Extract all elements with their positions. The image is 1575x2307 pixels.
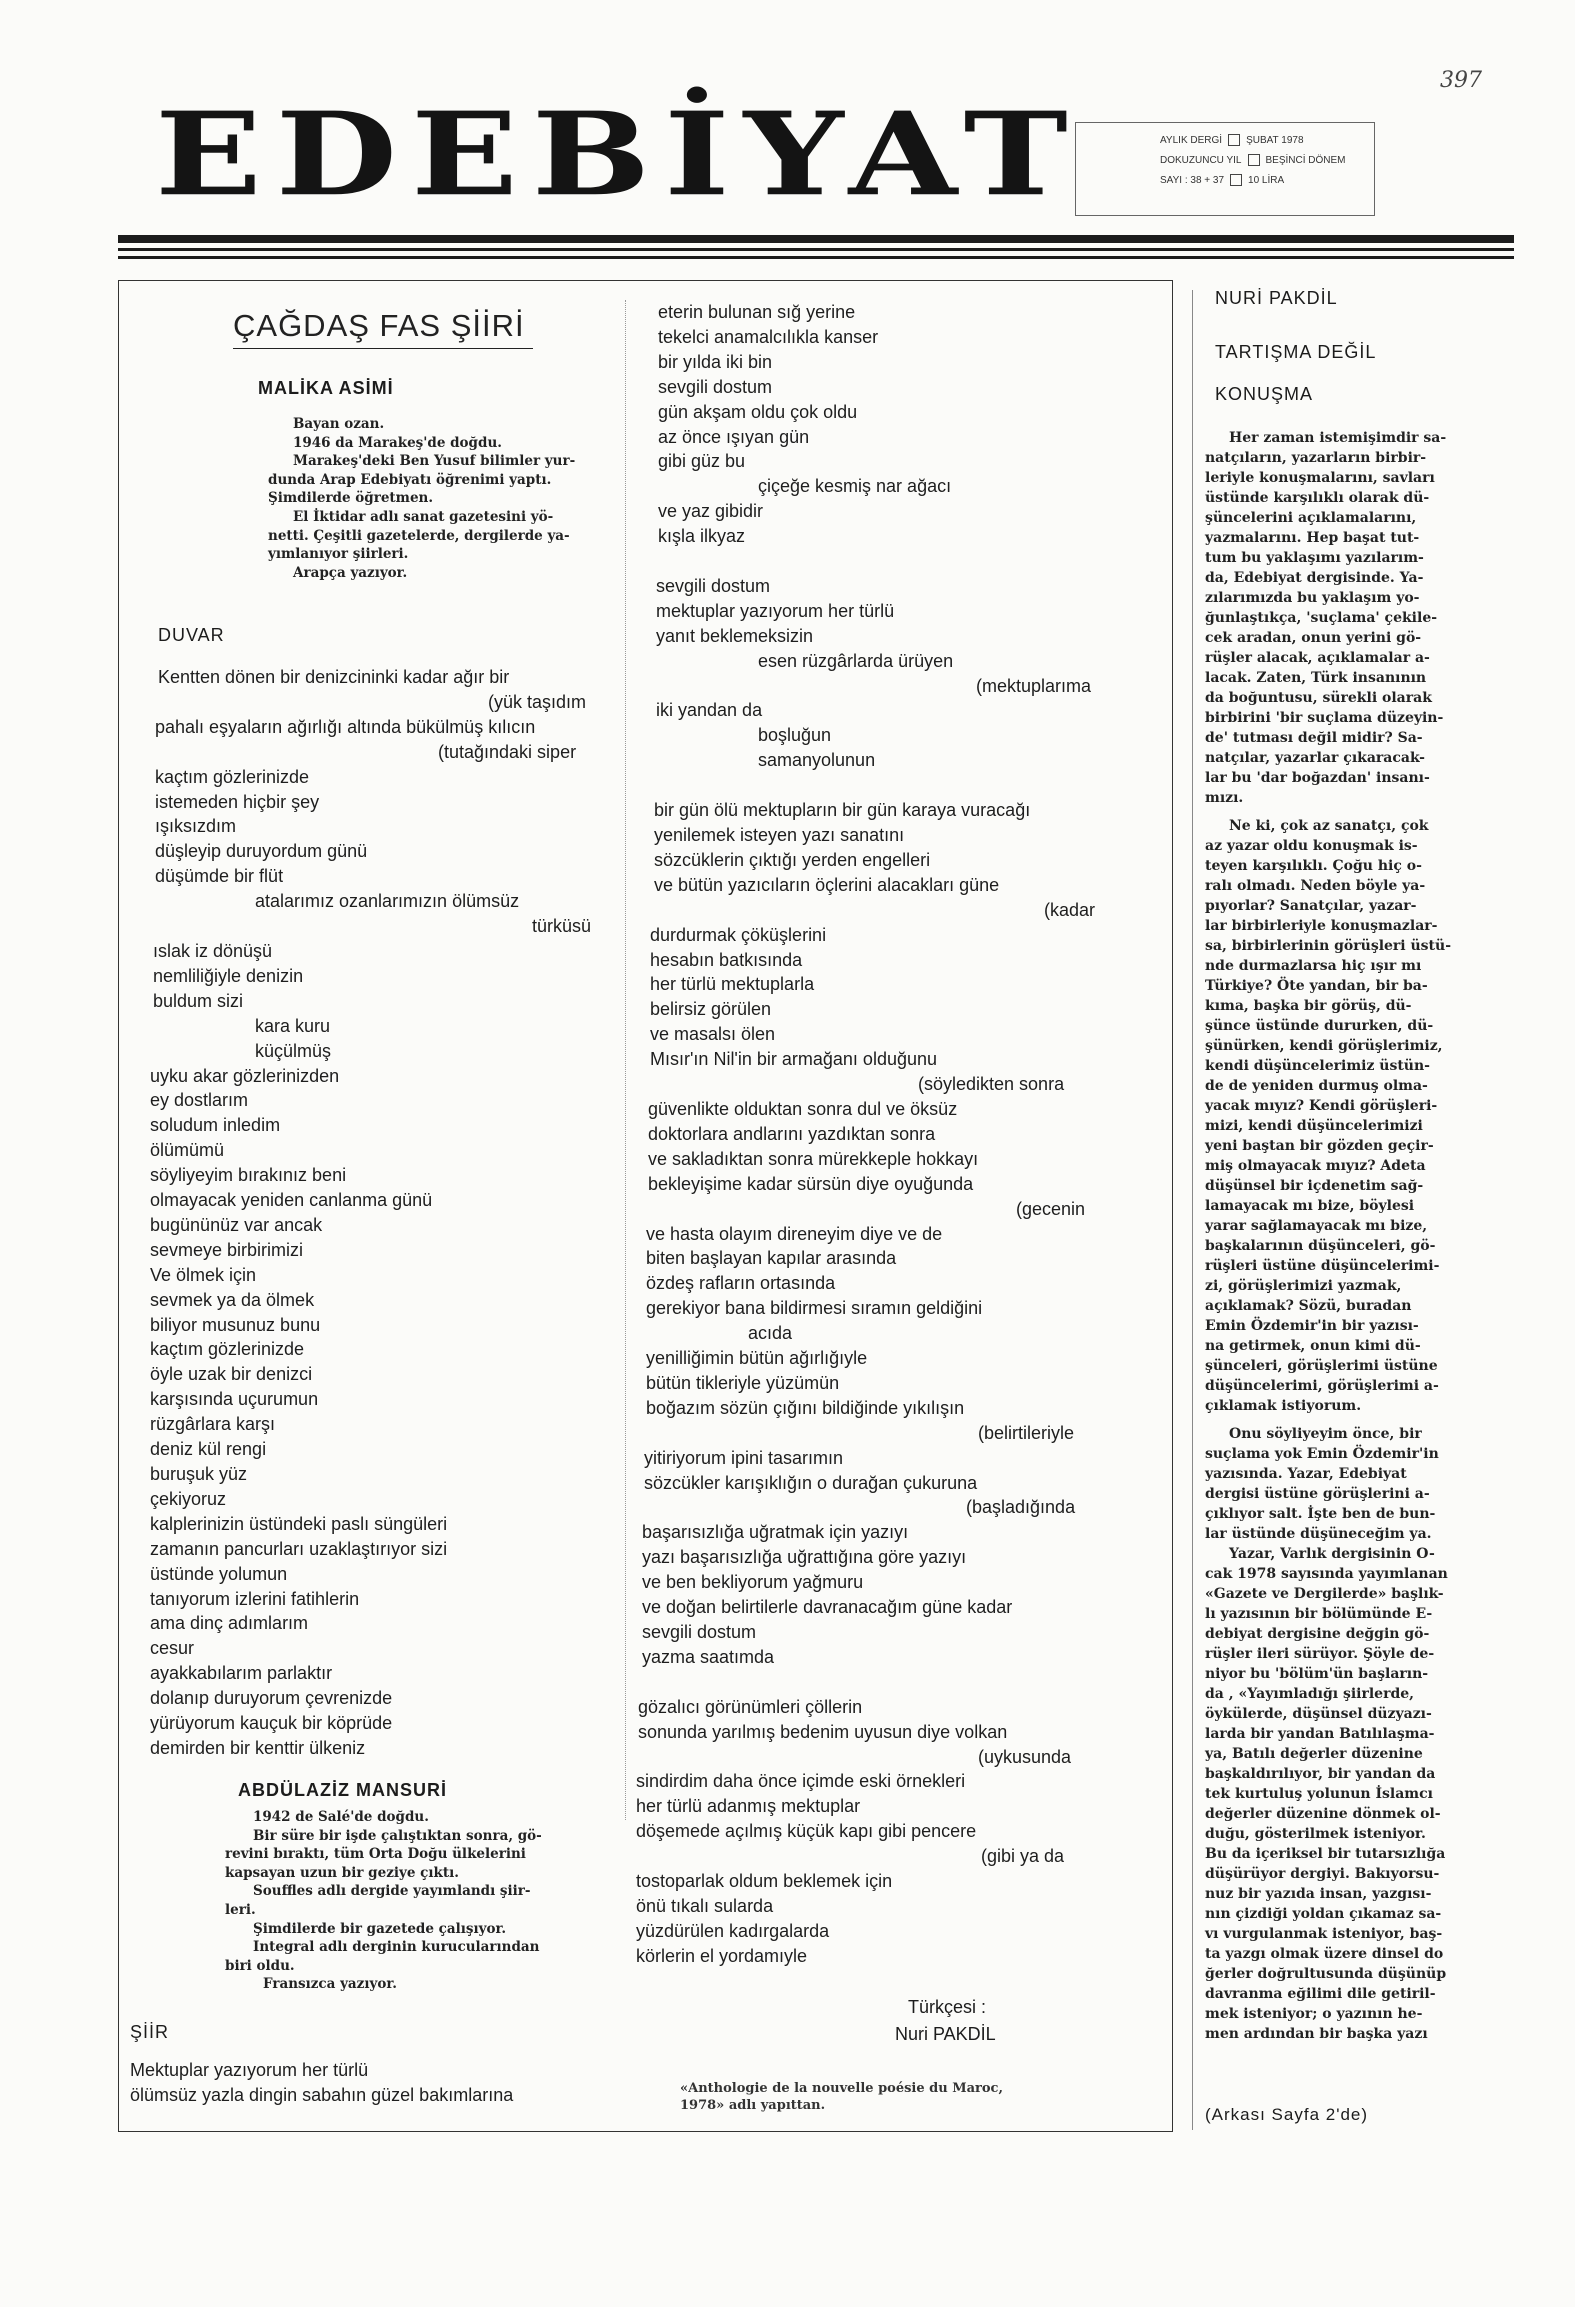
poem-line: (belirtileriyle bbox=[978, 1422, 1075, 1443]
poem-title: ŞİİR bbox=[130, 2022, 170, 2042]
poem-line: sevgili dostum bbox=[658, 376, 773, 397]
essay-line: niyor bu 'bölüm'ün başların- bbox=[1205, 1666, 1429, 1682]
poet-bio bbox=[268, 415, 608, 582]
poem-line: öyle uzak bir denizci bbox=[150, 1364, 313, 1385]
poem-line: türküsü bbox=[532, 916, 592, 937]
essay-author: NURİ PAKDİL bbox=[1215, 288, 1338, 308]
article-title: ÇAĞDAŞ FAS ŞİİRİ bbox=[233, 308, 533, 349]
poem-line: özdeş rafların ortasında bbox=[646, 1273, 836, 1294]
essay-line: üstünde karşılıklı olarak dü- bbox=[1205, 490, 1430, 506]
poem-line: samanyolunun bbox=[758, 750, 876, 771]
poem-line: yüzdürülen kadırgalarda bbox=[636, 1920, 830, 1941]
poem-line: buruşuk yüz bbox=[150, 1464, 248, 1484]
poet-name: ABDÜLAZİZ MANSURİ bbox=[238, 1780, 447, 1800]
poem-line: sevgili dostum bbox=[656, 575, 771, 596]
poem-line: (gecenin bbox=[1016, 1198, 1086, 1219]
poem-line: düşleyip duruyordum günü bbox=[155, 841, 368, 862]
essay-line: çıklamak istiyorum. bbox=[1205, 1398, 1362, 1414]
poem-line: ayakkabılarım parlaktır bbox=[150, 1663, 333, 1684]
masthead-title: EDEBİYAT bbox=[155, 87, 1082, 223]
bio-line: Bayan ozan. bbox=[293, 416, 385, 432]
poem-line: Ve ölmek için bbox=[150, 1264, 257, 1285]
poem-line: kışla ilkyaz bbox=[658, 526, 746, 547]
poem-line: küçülmüş bbox=[255, 1040, 332, 1061]
poem-line: belirsiz görülen bbox=[650, 999, 772, 1020]
poem-line: soludum inledim bbox=[150, 1115, 281, 1136]
poem-line: yazı başarısızlığa uğrattığına göre yazıyı bbox=[642, 1547, 967, 1568]
poem-line: çiçeğe kesmiş nar ağacı bbox=[758, 476, 952, 497]
column-divider bbox=[1192, 290, 1193, 2130]
poem-line: rüzgârlara karşı bbox=[150, 1414, 276, 1435]
essay-line: Her zaman istemişimdir sa- bbox=[1229, 430, 1447, 446]
bio-line: Şimdilerde öğretmen. bbox=[268, 490, 434, 507]
essay-line: lar birbirleriyle konuşmazlar- bbox=[1205, 918, 1438, 934]
poem-line: üstünde yolumun bbox=[150, 1563, 288, 1584]
poem-line: düşümde bir flüt bbox=[155, 866, 284, 887]
essay-line: şünceleri, görüşlerimi üstüne bbox=[1205, 1358, 1438, 1374]
continued-note: (Arkası Sayfa 2'de) bbox=[1205, 2105, 1369, 2124]
essay-line: rüşler ileri sürüyor. Şöyle de- bbox=[1205, 1646, 1435, 1662]
poem-line: tanıyorum izlerini fatihlerin bbox=[150, 1588, 360, 1609]
info-price: 10 LİRA bbox=[1248, 175, 1285, 186]
essay-line: dergisi üstüne görüşlerini a- bbox=[1205, 1486, 1430, 1502]
poem-line: tostoparlak oldum beklemek için bbox=[636, 1871, 893, 1892]
essay-line: lamayacak mı bize, böylesi bbox=[1205, 1198, 1415, 1214]
essay-line: rüşler alacak, açıklamalar a- bbox=[1205, 650, 1430, 666]
essay-line: men ardından bir başka yazı bbox=[1205, 2026, 1428, 2042]
poet-bio bbox=[225, 1808, 615, 1994]
poem-line: ve bütün yazıcıların öçlerini alacakları güne bbox=[654, 874, 1000, 895]
essay-line: Onu söyliyeyim önce, bir bbox=[1229, 1426, 1422, 1442]
poem-line: Mektuplar yazıyorum her türlü bbox=[130, 2060, 369, 2080]
info-date: ŞUBAT 1978 bbox=[1246, 135, 1304, 146]
essay-line: yazısında. Yazar, Edebiyat bbox=[1205, 1466, 1407, 1482]
poem-line: sözcükler karışıklığın o durağan çukuruna bbox=[644, 1472, 978, 1493]
poem-line: sevmek ya da ölmek bbox=[150, 1289, 315, 1310]
essay-line: vı vurgulanmak isteniyor, baş- bbox=[1205, 1926, 1443, 1942]
poem-line: kaçtım gözlerinizde bbox=[150, 1339, 305, 1360]
poem-line: sonunda yarılmış bedenim uyusun diye volkan bbox=[638, 1721, 1008, 1742]
poem-line: ıslak iz dönüşü bbox=[153, 940, 273, 961]
essay-line: teyen karşılıklı. Çoğu hiç o- bbox=[1205, 858, 1422, 874]
translator-label: Türkçesi : bbox=[908, 1997, 987, 2017]
bio-line: 1942 de Salé'de doğdu. bbox=[253, 1809, 429, 1825]
poem-line: buldum sizi bbox=[153, 990, 244, 1011]
footnote-line: «Anthologie de la nouvelle poésie du Maroc, bbox=[680, 2081, 1004, 2096]
source-footnote bbox=[680, 2080, 1100, 2114]
essay-line: açıklamak? Sözü, buradan bbox=[1205, 1298, 1412, 1314]
checkbox-square-icon bbox=[1230, 174, 1242, 186]
poem-line: cesur bbox=[150, 1638, 195, 1659]
poem-line: pahalı eşyaların ağırlığı altında bükülmüş kılıcın bbox=[155, 716, 536, 737]
bio-line: dunda Arap Edebiyatı öğrenimi yaptı. bbox=[268, 471, 552, 488]
essay-line: Ne ki, çok az sanatçı, çok bbox=[1229, 818, 1429, 834]
poem-line: ama dinç adımlarım bbox=[150, 1613, 309, 1634]
column-divider bbox=[625, 300, 626, 1820]
essay-line: başkalarının düşünceleri, gö- bbox=[1205, 1238, 1436, 1254]
poem-title: DUVAR bbox=[158, 625, 225, 645]
poem-line: (mektuplarıma bbox=[976, 675, 1092, 696]
essay-line: çıklıyor salt. İşte ben de bun- bbox=[1205, 1506, 1436, 1522]
essay-line: lacak. Zaten, Türk insanının bbox=[1205, 670, 1427, 686]
essay-line: lar üstünde düşüneceğim ya. bbox=[1205, 1526, 1432, 1542]
poem-line: uyku akar gözlerinizden bbox=[150, 1065, 340, 1086]
bio-line: netti. Çeşitli gazetelerde, dergilerde ya- bbox=[268, 527, 570, 544]
poem-line bbox=[636, 549, 1106, 574]
poem-line: atalarımız ozanlarımızın ölümsüz bbox=[255, 891, 520, 912]
bio-line: Marakeş'deki Ben Yusuf bilimler yur- bbox=[293, 453, 576, 470]
poem-line: ve ben bekliyorum yağmuru bbox=[642, 1572, 864, 1593]
poem-line: boşluğun bbox=[758, 725, 832, 746]
poem-line: iki yandan da bbox=[656, 700, 763, 721]
bio-line: kapsayan uzun bir geziye çıktı. bbox=[225, 1864, 459, 1881]
essay-line: yacak mıyız? Kendi görüşleri- bbox=[1205, 1098, 1438, 1114]
masthead-info-box bbox=[1075, 122, 1375, 216]
poem-line: başarısızlığa uğratmak için yazıyı bbox=[642, 1522, 909, 1543]
essay-line: kıma, başka bir görüş, dü- bbox=[1205, 998, 1412, 1014]
essay-line: şünce üstünde dururken, dü- bbox=[1205, 1018, 1434, 1034]
poem-line: (kadar bbox=[1044, 899, 1096, 920]
essay-line: ralı olmadı. Neden böyle ya- bbox=[1205, 878, 1426, 894]
essay-line: suçlama yok Emin Özdemir'in bbox=[1205, 1446, 1439, 1462]
poem-line: zamanın pancurları uzaklaştırıyor sizi bbox=[150, 1538, 448, 1559]
essay-line: miş olmayacak mıyız? Adeta bbox=[1205, 1158, 1426, 1174]
translator-name: Nuri PAKDİL bbox=[895, 2024, 996, 2044]
essay-line: lar bu 'dar boğazdan' insanı- bbox=[1205, 770, 1430, 786]
handwritten-page-number: 397 bbox=[1440, 68, 1482, 93]
poem-line: yürüyorum kauçuk bir köprüde bbox=[150, 1713, 393, 1734]
masthead-rule bbox=[118, 248, 1514, 251]
info-period: BEŞİNCİ DÖNEM bbox=[1265, 155, 1346, 166]
essay-line: mizi, kendi düşüncelerimizi bbox=[1205, 1118, 1423, 1134]
essay-line: zılarımızda bu yaklaşım yo- bbox=[1205, 590, 1420, 606]
poem-line: karşısında uçurumun bbox=[150, 1389, 319, 1410]
essay-line: Türkiye? Öte yandan, bir ba- bbox=[1205, 978, 1428, 994]
essay-body bbox=[1205, 428, 1460, 2044]
essay-line: tum bu yaklaşımı yazılarım- bbox=[1205, 550, 1424, 566]
essay-line: yeni baştan bir gözden geçir- bbox=[1205, 1138, 1434, 1154]
bio-line: Arapça yazıyor. bbox=[293, 564, 408, 581]
poem-line: demirden bir kenttir ülkeniz bbox=[150, 1737, 366, 1758]
essay-line: lı yazısının bir bölümünde E- bbox=[1205, 1606, 1433, 1622]
poem-line: deniz kül rengi bbox=[150, 1439, 267, 1460]
info-year: DOKUZUNCU YIL bbox=[1160, 155, 1242, 166]
essay-line: öykülerde, düşünsel düzyazı- bbox=[1205, 1706, 1432, 1722]
essay-line: natçıların, yazarların birbir- bbox=[1205, 450, 1427, 466]
essay-line: debiyat dergisine değgin gö- bbox=[1205, 1626, 1430, 1642]
poem-line: yenilliğimin bütün ağırlığıyle bbox=[646, 1348, 868, 1369]
poem-left-column bbox=[150, 665, 610, 1761]
poem-line: tekelci anamalcılıkla kanser bbox=[658, 326, 879, 347]
poem-middle-column bbox=[636, 300, 1106, 1969]
bio-line: Integral adlı derginin kurucularından bbox=[253, 1939, 540, 1956]
poem-line: kaçtım gözlerinizde bbox=[155, 766, 310, 787]
poem-line: sevgili dostum bbox=[642, 1622, 757, 1642]
poem-line: Mısır'ın Nil'in bir armağanı olduğunu bbox=[650, 1049, 938, 1070]
essay-line: değerler düzenine dönmek ol- bbox=[1205, 1806, 1441, 1822]
poem-line: sindirdim daha önce içimde eski örnekleri bbox=[636, 1771, 966, 1792]
essay-line: ğerler doğrultusunda düşünüp bbox=[1205, 1966, 1447, 1982]
poem-line: (söyledikten sonra bbox=[918, 1074, 1065, 1095]
poem-line: doktorlara andlarını yazdıktan sonra bbox=[648, 1123, 936, 1144]
poem-line: (tutağındaki siper bbox=[438, 741, 577, 762]
poem-line: yanıt beklemeksizin bbox=[656, 625, 814, 646]
poem-line: ışıksızdım bbox=[155, 816, 237, 837]
essay-line: larda bir yandan Batılılaşma- bbox=[1205, 1726, 1435, 1742]
essay-title-line1: TARTIŞMA DEĞİL bbox=[1215, 342, 1377, 362]
poem-line: yitiriyorum ipini tasarımın bbox=[644, 1447, 844, 1468]
essay-line: şüncelerini açıklamalarını, bbox=[1205, 510, 1417, 526]
poem-line: boğazım sözün çığını bildiğinde yıkılışın bbox=[646, 1397, 965, 1418]
essay-line: nde durmazlarsa hiç ışır mı bbox=[1205, 958, 1422, 974]
poem-line: söyliyeyim bırakınız beni bbox=[150, 1165, 347, 1186]
poem-line: ölümümü bbox=[150, 1140, 225, 1161]
poem-line: gibi güz bu bbox=[658, 451, 746, 472]
essay-line: cek aradan, onun yerini gö- bbox=[1205, 630, 1422, 646]
poem-line bbox=[636, 1670, 1106, 1695]
essay-title-line2: KONUŞMA bbox=[1215, 384, 1314, 404]
poem-line: sevmeye birbirimizi bbox=[150, 1239, 304, 1260]
masthead-rule bbox=[118, 256, 1514, 259]
poem-line: önü tıkalı sularda bbox=[636, 1895, 774, 1916]
poet-name: MALİKA ASİMİ bbox=[258, 378, 394, 398]
essay-line: nuz bir yazıda insan, yazgısı- bbox=[1205, 1886, 1432, 1902]
poem-line: ve yaz gibidir bbox=[658, 501, 764, 522]
poem-line: az önce ışıyan gün bbox=[658, 426, 810, 447]
essay-line: birbirini 'bir suçlama düzeyin- bbox=[1205, 710, 1444, 726]
essay-line: düşürüyor dergiyi. Bakıyorsu- bbox=[1205, 1866, 1440, 1882]
bio-line: biri oldu. bbox=[225, 1957, 295, 1974]
checkbox-square-icon bbox=[1228, 134, 1240, 146]
poem-line: istemeden hiçbir şey bbox=[155, 791, 320, 812]
essay-line: mızı. bbox=[1205, 790, 1244, 806]
essay-line: şünürken, kendi görüşlerimiz, bbox=[1205, 1038, 1443, 1054]
essay-line: kendi düşüncelerimiz üstün- bbox=[1205, 1058, 1430, 1074]
poem-line: bütün tikleriyle yüzümün bbox=[646, 1372, 840, 1393]
poem-line: kalplerinizin üstündeki paslı süngüleri bbox=[150, 1513, 448, 1534]
essay-line: ta yazgı olmak üzere dinsel do bbox=[1205, 1946, 1444, 1962]
poem-line: eterin bulunan sığ yerine bbox=[658, 302, 856, 322]
essay-line: yazmalarını. Hep başat tut- bbox=[1205, 530, 1420, 546]
essay-line: leriyle konuşmalarını, savları bbox=[1205, 470, 1435, 486]
bio-line: 1946 da Marakeş'de doğdu. bbox=[293, 434, 502, 451]
info-issue: SAYI : 38 + 37 bbox=[1160, 175, 1225, 186]
poem-line: ve masalsı ölen bbox=[650, 1024, 776, 1045]
poem-line: ve doğan belirtilerle davranacağım güne kadar bbox=[642, 1597, 1013, 1618]
essay-line: Emin Özdemir'in bir yazısı- bbox=[1205, 1318, 1419, 1334]
essay-line: pıyorlar? Sanatçılar, yazar- bbox=[1205, 898, 1417, 914]
essay-line: da, Edebiyat dergisinde. Ya- bbox=[1205, 570, 1424, 586]
poem-line: yenilemek isteyen yazı sanatını bbox=[654, 825, 905, 845]
essay-line: rüşleri üstüne düşüncelerimi- bbox=[1205, 1258, 1440, 1274]
poem-line: çekiyoruz bbox=[150, 1488, 227, 1509]
poem-line: mektuplar yazıyorum her türlü bbox=[656, 600, 895, 621]
poem-line: kara kuru bbox=[255, 1015, 331, 1036]
checkbox-square-icon bbox=[1248, 154, 1260, 166]
poem-line: gözalıcı görünümleri çöllerin bbox=[638, 1696, 863, 1717]
essay-line: Bu da içeriksel bir tutarsızlığa bbox=[1205, 1846, 1446, 1862]
poem-line: sözcüklerin çıktığı yerden engelleri bbox=[654, 849, 931, 870]
poem-line: bekleyişime kadar sürsün diye oyuğunda bbox=[648, 1173, 974, 1194]
poem-line: olmayacak yeniden canlanma günü bbox=[150, 1190, 433, 1211]
poem-line: her türlü adanmış mektuplar bbox=[636, 1796, 861, 1817]
bio-line: Souffles adlı dergide yayımlandı şiir- bbox=[253, 1883, 531, 1900]
poem-line: körlerin el yordamıyle bbox=[636, 1945, 808, 1966]
masthead-rule bbox=[118, 235, 1514, 243]
essay-line: ğunlaştıkça, 'suçlama' çekile- bbox=[1205, 610, 1438, 626]
essay-line: de' tutması değil midir? Sa- bbox=[1205, 730, 1423, 746]
poem-line: nemliliğiyle denizin bbox=[153, 965, 304, 986]
poem-line: bir gün ölü mektupların bir gün karaya vuracağı bbox=[654, 800, 1031, 821]
poem-line: güvenlikte olduktan sonra dul ve öksüz bbox=[648, 1098, 958, 1119]
poem-line: acıda bbox=[748, 1323, 793, 1344]
essay-line: na getirmek, onun kimi dü- bbox=[1205, 1338, 1421, 1354]
poem-line: her türlü mektuplarla bbox=[650, 974, 815, 995]
poem-line bbox=[636, 773, 1106, 798]
essay-line: düşünsel bir içdenetim sağ- bbox=[1205, 1178, 1424, 1194]
poem-line: (uykusunda bbox=[978, 1746, 1072, 1767]
essay-line: az yazar oldu konuşmak is- bbox=[1205, 838, 1418, 854]
poem-line: yazma saatımda bbox=[642, 1646, 775, 1667]
essay-line: davranma eğilimi dile getiril- bbox=[1205, 1986, 1436, 2002]
poem-line: dolanıp duruyorum çevrenizde bbox=[150, 1688, 393, 1709]
essay-line: da boğuntusu, sürekli olarak bbox=[1205, 690, 1432, 706]
footnote-line: 1978» adlı yapıttan. bbox=[680, 2098, 826, 2113]
poem-line: biliyor musunuz bunu bbox=[150, 1314, 321, 1335]
poem-line: hesabın batkısında bbox=[650, 949, 803, 970]
bio-line: Bir süre bir işde çalıştıktan sonra, gö- bbox=[253, 1827, 542, 1844]
essay-line: da , «Yayımladığı şiirlerde, bbox=[1205, 1686, 1415, 1702]
essay-line: de de yeniden durmuş olma- bbox=[1205, 1078, 1428, 1094]
poem-line: gerekiyor bana bildirmesi sıramın geldiğini bbox=[646, 1298, 983, 1319]
poem-line: bugününüz var ancak bbox=[150, 1214, 323, 1235]
info-monthly: AYLIK DERGİ bbox=[1160, 135, 1223, 146]
bio-line: leri. bbox=[225, 1901, 256, 1918]
poem-line: (gibi ya da bbox=[981, 1846, 1065, 1867]
bio-line: Fransızca yazıyor. bbox=[263, 1976, 397, 1993]
essay-line: Yazar, Varlık dergisinin O- bbox=[1229, 1546, 1435, 1562]
poem-line: döşemede açılmış küçük kapı gibi pencere bbox=[636, 1821, 977, 1842]
essay-line: başkaldırılıyor, bir yandan da bbox=[1205, 1766, 1436, 1782]
poem-line: Kentten dönen bir denizcininki kadar ağır bir bbox=[158, 667, 510, 687]
essay-line: yarar sağlamayacak mı bize, bbox=[1205, 1218, 1428, 1234]
poem-line: ölümsüz yazla dingin sabahın güzel bakımlarına bbox=[130, 2084, 514, 2105]
poem-line: ey dostlarım bbox=[150, 1090, 249, 1111]
essay-line: sa, birbirlerinin görüşleri üstü- bbox=[1205, 938, 1452, 954]
poem-line: ve sakladıktan sonra mürekkeple hokkayı bbox=[648, 1148, 979, 1169]
essay-line: mek isteniyor; o yazının he- bbox=[1205, 2006, 1423, 2022]
bio-line: Şimdilerde bir gazetede çalışıyor. bbox=[253, 1920, 507, 1937]
poem-line: bir yılda iki bin bbox=[658, 351, 773, 372]
essay-line: zi, görüşlerimizi yazmak, bbox=[1205, 1278, 1402, 1294]
poem-line: biten başlayan kapılar arasında bbox=[646, 1248, 897, 1269]
essay-line: düşüncelerimi, görüşlerimi a- bbox=[1205, 1378, 1439, 1394]
bio-line: El İktidar adlı sanat gazetesini yö- bbox=[293, 508, 554, 525]
essay-line: ya, Batılı değerler düzenine bbox=[1205, 1746, 1423, 1762]
poem-line: ve hasta olayım direneyim diye ve de bbox=[646, 1223, 943, 1244]
essay-line: duğu, gösterilmek isteniyor. bbox=[1205, 1826, 1426, 1842]
essay-line: natçılar, yazarlar çıkaracak- bbox=[1205, 750, 1425, 766]
essay-line: nın çizdiği yoldan çıkamaz sa- bbox=[1205, 1906, 1442, 1922]
essay-line: tek kurtuluş yolunun İslamcı bbox=[1205, 1786, 1433, 1802]
poem-line: durdurmak çöküşlerini bbox=[650, 924, 827, 945]
essay-line: cak 1978 sayısında yayımlanan bbox=[1205, 1566, 1448, 1582]
poem-line: gün akşam oldu çok oldu bbox=[658, 401, 858, 422]
bio-line: revini bıraktı, tüm Orta Doğu ülkelerini bbox=[225, 1846, 526, 1863]
poem-start bbox=[130, 2058, 610, 2108]
poem-line: (yük taşıdım bbox=[488, 691, 587, 712]
essay-line: «Gazete ve Dergilerde» başlık- bbox=[1205, 1586, 1444, 1602]
bio-line: yımlanıyor şiirleri. bbox=[268, 546, 409, 563]
poem-line: esen rüzgârlarda ürüyen bbox=[758, 650, 954, 671]
poem-line: (başladığında bbox=[966, 1497, 1076, 1518]
